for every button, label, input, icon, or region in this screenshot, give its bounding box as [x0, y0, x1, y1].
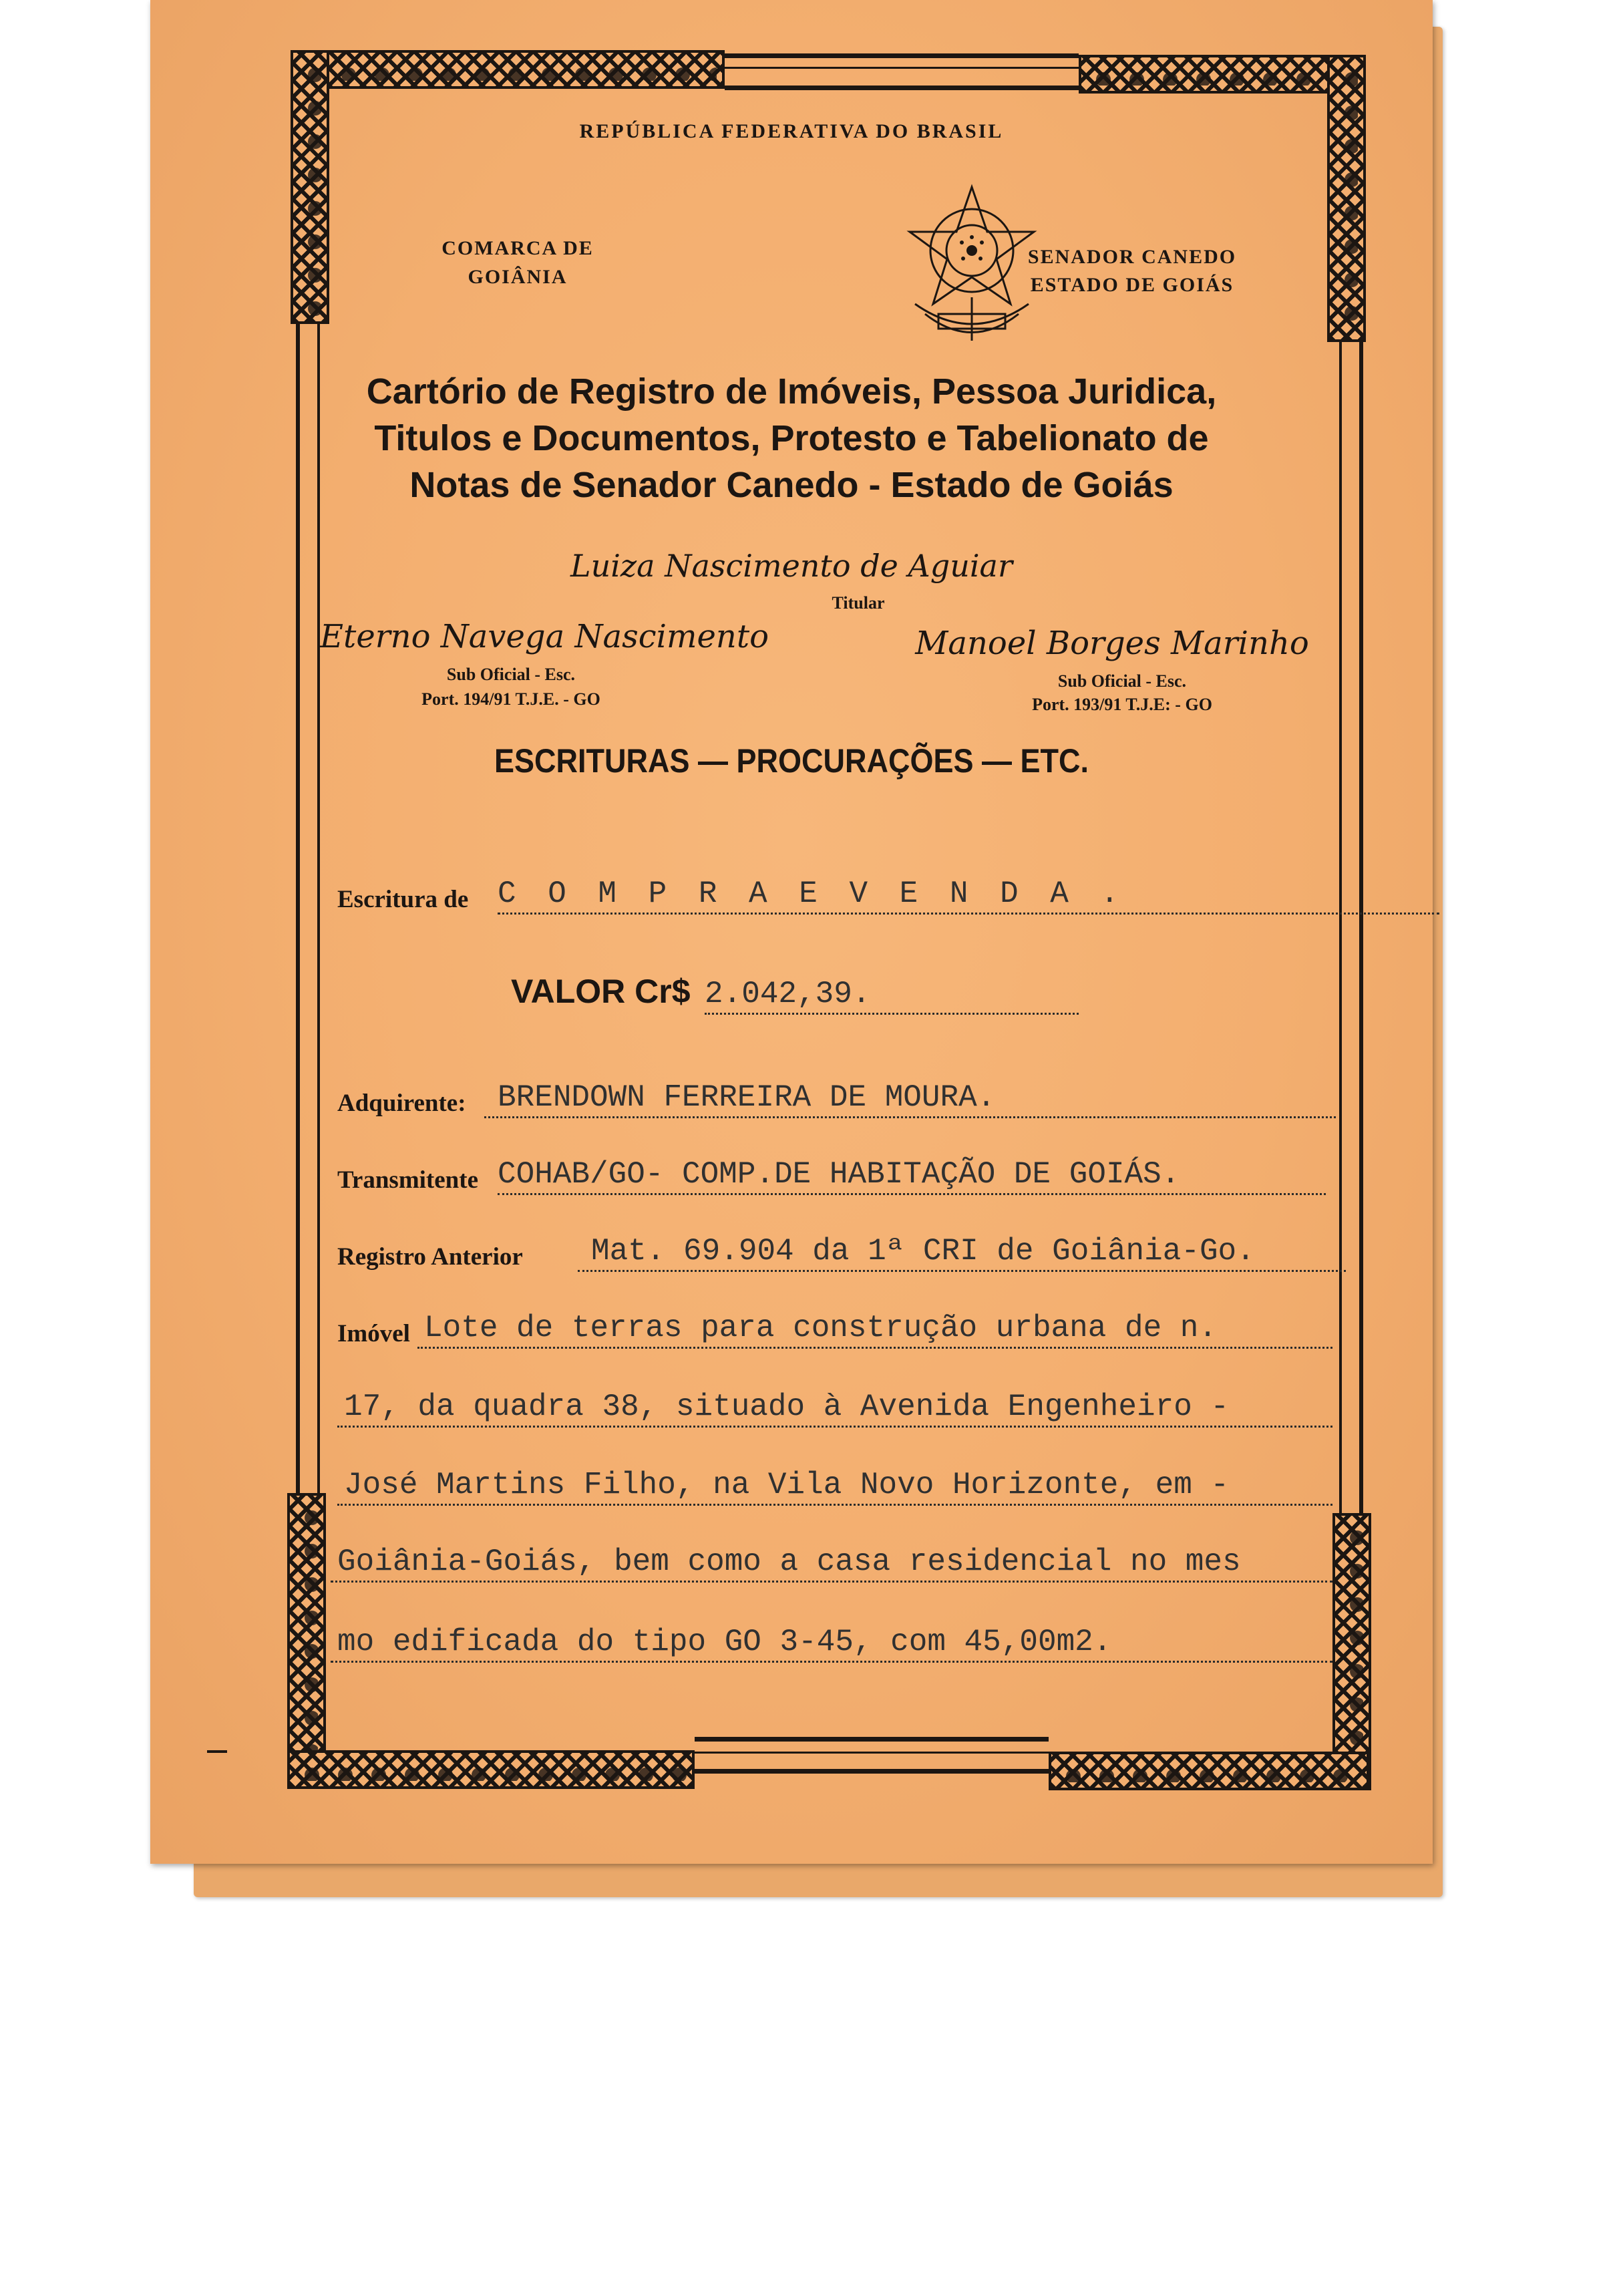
document-paper [150, 0, 1433, 1864]
adquirente-value: BRENDOWN FERREIRA DE MOURA. [484, 1079, 1336, 1118]
city-line2: ESTADO DE GOIÁS [1030, 274, 1234, 296]
imovel-line-4: Goiânia-Goiás, bem como a casa residencial no mes [331, 1543, 1332, 1583]
escritura-label: Escritura de [337, 886, 469, 913]
office-line1: Cartório de Registro de Imóveis, Pessoa Juridica, [366, 371, 1217, 412]
comarca-line2: GOIÂNIA [468, 266, 568, 288]
bottom-rule-3 [695, 1769, 1049, 1774]
adquirente-label: Adquirente: [337, 1090, 466, 1117]
valor-label: VALOR Cr$ [511, 973, 691, 1010]
republic-heading: REPÚBLICA FEDERATIVA DO BRASIL [579, 120, 1004, 142]
transmitente-label: Transmitente [337, 1166, 478, 1194]
right-lower-ornament [1332, 1513, 1371, 1790]
bottom-rule [695, 1737, 1049, 1742]
left-signatory-name: Eterno Navega Nascimento [320, 618, 769, 655]
transmitente-value: COHAB/GO- COMP.DE HABITAÇÃO DE GOIÁS. [498, 1156, 1326, 1195]
left-upper-ornament [291, 50, 329, 324]
imovel-line-5: mo edificada do tipo GO 3-45, com 45,00m2. [331, 1623, 1332, 1663]
office-line3: Notas de Senador Canedo - Estado de Goiás [409, 465, 1174, 505]
registro-value: Mat. 69.904 da 1ª CRI de Goiânia-Go. [578, 1233, 1346, 1272]
right-frame-inner [1339, 342, 1342, 1514]
right-signatory-role: Sub Oficial - Esc. [1057, 671, 1187, 691]
coat-of-arms-icon [888, 170, 1055, 357]
valor-value: 2.042,39. [705, 975, 1079, 1015]
right-signatory-port: Port. 193/91 T.J.E: - GO [1032, 695, 1212, 714]
city-line1: SENADOR CANEDO [1027, 246, 1237, 268]
right-frame-outer [1359, 342, 1363, 1514]
scan-mark-1 [207, 1750, 227, 1753]
top-rule-3 [725, 86, 1079, 90]
left-lower-ornament [287, 1493, 326, 1787]
bottom-rule-2 [695, 1752, 1049, 1754]
top-rule [725, 53, 1079, 58]
bottom-left-ornament [287, 1750, 695, 1789]
right-signatory-name: Manoel Borges Marinho [915, 625, 1309, 662]
comarca-line1: COMARCA DE [441, 237, 594, 259]
left-signatory-port: Port. 194/91 T.J.E. - GO [421, 689, 600, 709]
escritura-value: C O M P R A E V E N D A . [498, 875, 1439, 915]
imovel-line-3: José Martins Filho, na Vila Novo Horizonte, em - [337, 1466, 1332, 1506]
office-line2: Titulos e Documentos, Protesto e Tabelionato de [374, 418, 1209, 458]
imovel-line-1: Lote de terras para construção urbana de n. [417, 1309, 1332, 1349]
top-rule-2 [725, 67, 1079, 69]
imovel-line-2: 17, da quadra 38, situado à Avenida Engenheiro - [337, 1388, 1332, 1428]
right-upper-ornament [1327, 55, 1366, 342]
bottom-right-ornament [1049, 1752, 1369, 1790]
left-signatory-role: Sub Oficial - Esc. [446, 665, 576, 684]
section-title: ESCRITURAS — PROCURAÇÕES — ETC. [494, 742, 1089, 780]
imovel-label: Imóvel [337, 1320, 410, 1347]
registro-label: Registro Anterior [337, 1243, 523, 1271]
titular-role: Titular [832, 593, 885, 613]
top-left-ornament [291, 50, 725, 89]
top-right-ornament [1079, 55, 1366, 94]
titular-name: Luiza Nascimento de Aguiar [570, 548, 1013, 584]
